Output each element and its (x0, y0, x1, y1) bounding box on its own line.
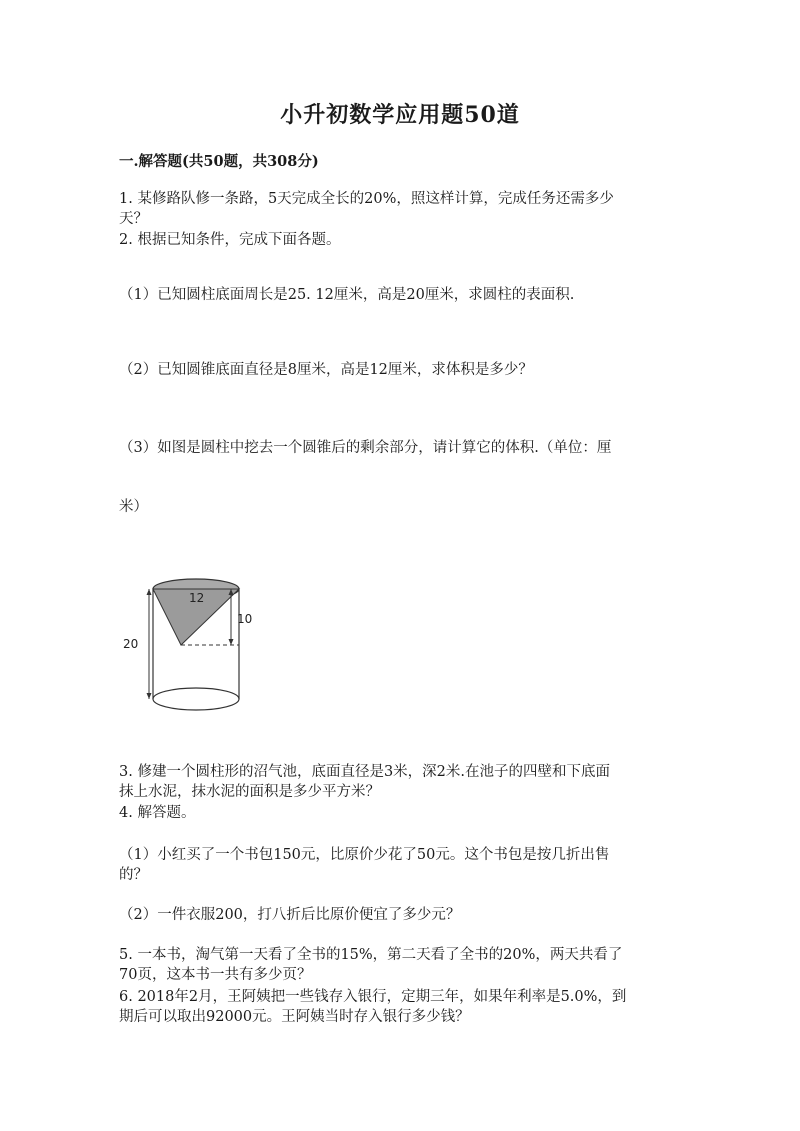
question-2-sub-1: （1）已知圆柱底面周长是25. 12厘米，高是20厘米，求圆柱的表面积. (119, 287, 575, 303)
question-4-intro: 4. 解答题。 (119, 805, 196, 821)
question-6-line-2: 期后可以取出92000元。王阿姨当时存入银行多少钱？ (119, 1009, 470, 1025)
question-3-line-1: 3. 修建一个圆柱形的沼气池，底面直径是3米，深2米.在池子的四壁和下底面 (119, 764, 611, 780)
question-5-line-1: 5. 一本书，淘气第一天看了全书的15%，第二天看了全书的20%，两天共看了 (119, 947, 623, 963)
question-2-intro: 2. 根据已知条件，完成下面各题。 (119, 232, 341, 248)
height-arrow-top (147, 589, 152, 595)
question-3-line-2: 抹上水泥，抹水泥的面积是多少平方米？ (119, 784, 380, 800)
section-heading: 一.解答题(共50题，共308分) (119, 153, 319, 170)
question-1-line-2: 天？ (119, 211, 148, 227)
question-4-sub-1-line-2: 的？ (119, 867, 148, 883)
question-4-sub-1-line-1: （1）小红买了一个书包150元，比原价少花了50元。这个书包是按几折出售 (119, 847, 610, 863)
question-5-line-2: 70页，这本书一共有多少页？ (119, 967, 312, 983)
question-2-sub-3-line-2: 米） (119, 499, 148, 515)
question-2-sub-3-line-1: （3）如图是圆柱中挖去一个圆锥后的剩余部分，请计算它的体积.（单位：厘 (119, 440, 612, 456)
cone-height-label: 10 (237, 612, 253, 626)
page-title: 小升初数学应用题50道 (280, 102, 520, 128)
question-4-sub-2: （2）一件衣服200，打八折后比原价便宜了多少元？ (119, 907, 461, 923)
question-6-line-1: 6. 2018年2月，王阿姨把一些钱存入银行，定期三年，如果年利率是5.0%，到 (119, 989, 627, 1005)
question-2-sub-2: （2）已知圆锥底面直径是8厘米，高是12厘米，求体积是多少？ (119, 362, 533, 378)
height-arrow-bottom (147, 693, 152, 699)
cone-height-arrow-bottom (229, 639, 234, 645)
cylinder-height-label: 20 (123, 637, 139, 651)
cylinder-bottom-face (153, 688, 239, 710)
cylinder-cone-figure (119, 570, 269, 715)
diameter-label: 12 (189, 591, 205, 605)
question-1-line-1: 1. 某修路队修一条路，5天完成全长的20%，照这样计算，完成任务还需多少 (119, 191, 614, 207)
